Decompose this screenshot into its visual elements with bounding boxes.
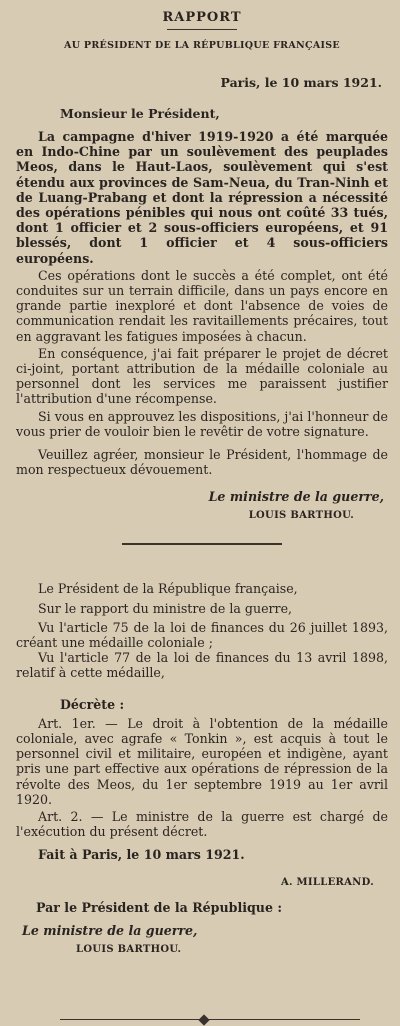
report-paragraph: La campagne d'hiver 1919-1920 a été marquée en Indo-Chine par un soulèvement des peuplades Meos, dans le Haut-Laos, soulèvement qui s'est étendu aux provinces de Sam-Neua, du Tran-Ninh et de Luang-Prabang et dont la répression a nécessité des opérations pénibles qui nous ont coûté 33 tués, dont 1 officier et 2 sous-officiers européens, et 91 blessés, dont 1 officier et 4 sous-officiers européens. xyxy=(16,129,388,266)
report-paragraph: En conséquence, j'ai fait préparer le projet de décret ci-joint, portant attribution de la médaille coloniale au personnel dont les services me paraissent justifier l'attribution d'une récompense. xyxy=(16,345,388,407)
report-paragraph: Si vous en approuvez les dispositions, j'ai l'honneur de vous prier de vouloir bien le revêtir de votre signature. xyxy=(16,408,388,439)
done-at: Fait à Paris, le 10 mars 1921. xyxy=(38,847,245,863)
decree-line: Le Président de la République française, xyxy=(38,581,298,597)
decree-line: Vu l'article 77 de la loi de finances du 13 avril 1898, relatif à cette médaille, xyxy=(16,650,388,681)
decree-section xyxy=(16,581,388,954)
president-signature: A. MILLERAND. xyxy=(280,876,374,888)
report-paragraph: Ces opérations dont le succès a été complet, ont été conduites sur un terrain difficile, dans un pays encore en grande partie inexploré et dont l'absence de voies de communication rendait les ravitaillements précaires, tout en aggravant les fatigues imposées à chacun. xyxy=(16,267,388,344)
minister-role: Le ministre de la guerre, xyxy=(22,922,198,938)
report-date: Paris, le 10 mars 1921. xyxy=(220,75,382,90)
title-underline xyxy=(167,29,237,30)
section-divider xyxy=(122,543,282,545)
report-title: RAPPORT xyxy=(162,10,242,25)
article-2: Art. 2. — Le ministre de la guerre est chargé de l'exécution du présent décret. xyxy=(16,808,388,840)
article-1: Art. 1er. — Le droit à l'obtention de la médaille coloniale, avec agrafe « Tonkin », est acquis à tout le personnel civil et militaire, européen et indigène, ayant pris une part effective aux opérations de répression de la révolte des Meos, du 1er septembre 1919 au 1er avril 1920. xyxy=(16,715,388,807)
signature-name: LOUIS BARTHOU. xyxy=(248,510,354,522)
decree-line: Vu l'article 75 de la loi de finances du 26 juillet 1893, créant une médaille coloniale ; xyxy=(16,619,388,651)
decrete-label: Décrète : xyxy=(60,696,125,712)
signature-role: Le ministre de la guerre, xyxy=(208,489,384,505)
minister-name: LOUIS BARTHOU. xyxy=(76,943,182,955)
salutation: Monsieur le Président, xyxy=(60,106,220,121)
report-paragraph: Veuillez agréer, monsieur le Président, l'hommage de mon respectueux dévouement. xyxy=(16,447,388,478)
decree-line: Sur le rapport du ministre de la guerre, xyxy=(38,600,293,616)
report-subtitle: AU PRÉSIDENT DE LA RÉPUBLIQUE FRANÇAISE xyxy=(64,40,340,51)
par-le-president: Par le Président de la République : xyxy=(36,899,283,915)
